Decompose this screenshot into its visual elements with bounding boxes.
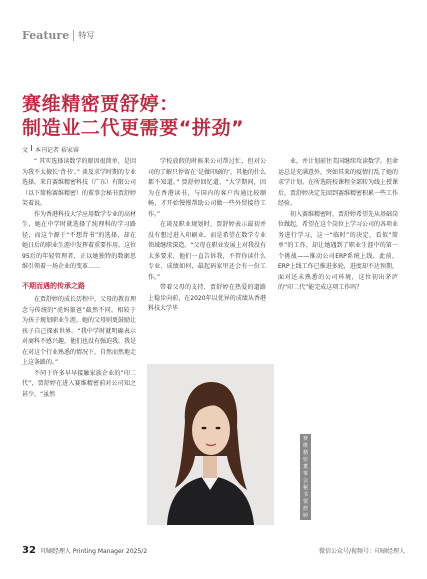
portrait-illustration: [147, 364, 274, 525]
article-title-line1: 赛维精密贾舒婷：: [22, 93, 179, 115]
section-label-en: Feature: [22, 28, 70, 42]
byline-label: 文: [22, 147, 29, 154]
paragraph: 带着父母的支持，贾舒婷在热爱的道路上稳步向前，在2020年以优异的成绩从香港科技大学毕: [148, 284, 266, 312]
page-number: 32: [22, 545, 36, 556]
byline: [22, 145, 79, 154]
article-column-3: [278, 157, 398, 294]
footer-left: [22, 545, 147, 556]
article-column-1: [22, 157, 136, 400]
section-header: [22, 28, 94, 42]
article-title-line2: 制造业二代更需要“拼劲”: [22, 117, 245, 139]
section-divider: [73, 30, 74, 41]
paragraph: 不同于许多早早接触家族企业的“印二代”，贾舒婷在进入赛维精密前对公司知之甚少，“虽然: [22, 369, 136, 398]
byline-author: 本刊记者 裕家睿: [35, 147, 79, 154]
paragraph: “ 其实选择读数学的原因很简单，是因为我不太擅长‘背书’。” 谈及求学时期的专业选择，来自赛维精密科技（广东）有限公司（以下简称赛维精密）的董事会秘书贾舒婷笑着说。: [22, 158, 137, 207]
paragraph: 学校放假的时候来公司帮过忙，但对公司的了解只停留在‘是做印刷的’，其他的什么都不知道。” 贾舒婷回忆道，“大学期间，因为在香港读书，与国内的客户沟通比较顺畅，才开始慢慢帮助公司做一些外贸接待工作。”: [148, 158, 266, 218]
page-footer: [22, 545, 405, 556]
paragraph: 在贾舒婷的成长历程中，父母的教育理念与传统的“虎妈狼爸”截然不同。相较于为孩子规划职业生涯，她的父母则更鼓励让孩子自己探索世界。“我中学时就明确表示对商科不感兴趣，他们也没有强迫我。我是在对这个行业熟悉的情况下，自然而然地走上这条路的。”: [22, 296, 137, 366]
byline-divider: [31, 145, 32, 151]
paragraph: 在谈及职业规划时，贾舒婷表示最初并没有想过进入印刷业，而是希望在数学专业领域继续深造。“父母在职业发展上对我没有太多要求，他们一直告诉我，不管你读什么专业、成绩如何，最起码家里还会有一份工作。”: [148, 221, 266, 281]
portrait-photo: [147, 364, 309, 525]
article-column-2: [148, 157, 266, 315]
photo-caption: 赛维精密董事会秘书贾舒婷: [300, 434, 311, 520]
magazine-name: 印刷经理人 Printing Manager 2025/2: [40, 548, 148, 555]
paragraph: 作为香港科技大学应用数学专业的高材生，她在中学时就选择了纯理科的学习路径，而这个源于“不想背书”的选择，却在她日后的职业生涯中发挥着重要作用。这位95后的年轻管理者，正以她独特的数据思维引领着一场企业的变革……: [22, 210, 137, 270]
paragraph: 初入赛维精密时，贾舒婷希望先从基础岗位做起，希望在这个岗位上学习公司的各项业务进行学习，这一“临时”的决定，看似“简单”的工作，却让她遇到了职业生涯中的第一个挑战——推动公司ERP系统上线。此前，ERP上线工作已推进多轮，进度却不达预期，面对还未熟悉的公司环境，这位初出茅庐的“印二代”能完成这项工作吗？: [278, 210, 399, 291]
section-label-cn: 特写: [78, 30, 95, 40]
section-subhead: 不期而遇的传承之路: [22, 281, 85, 290]
paragraph: 业，并计划前往美国继续攻读数学。但命运总是充满意外，突如其来的疫情打乱了她的求学计划。在所选院校课程全部转为线上授课后，贾舒婷决定先回到赛维精密积累一些工作经验。: [278, 158, 399, 207]
social-handle: 微信公众号/视频号：印刷经理人: [318, 548, 405, 555]
